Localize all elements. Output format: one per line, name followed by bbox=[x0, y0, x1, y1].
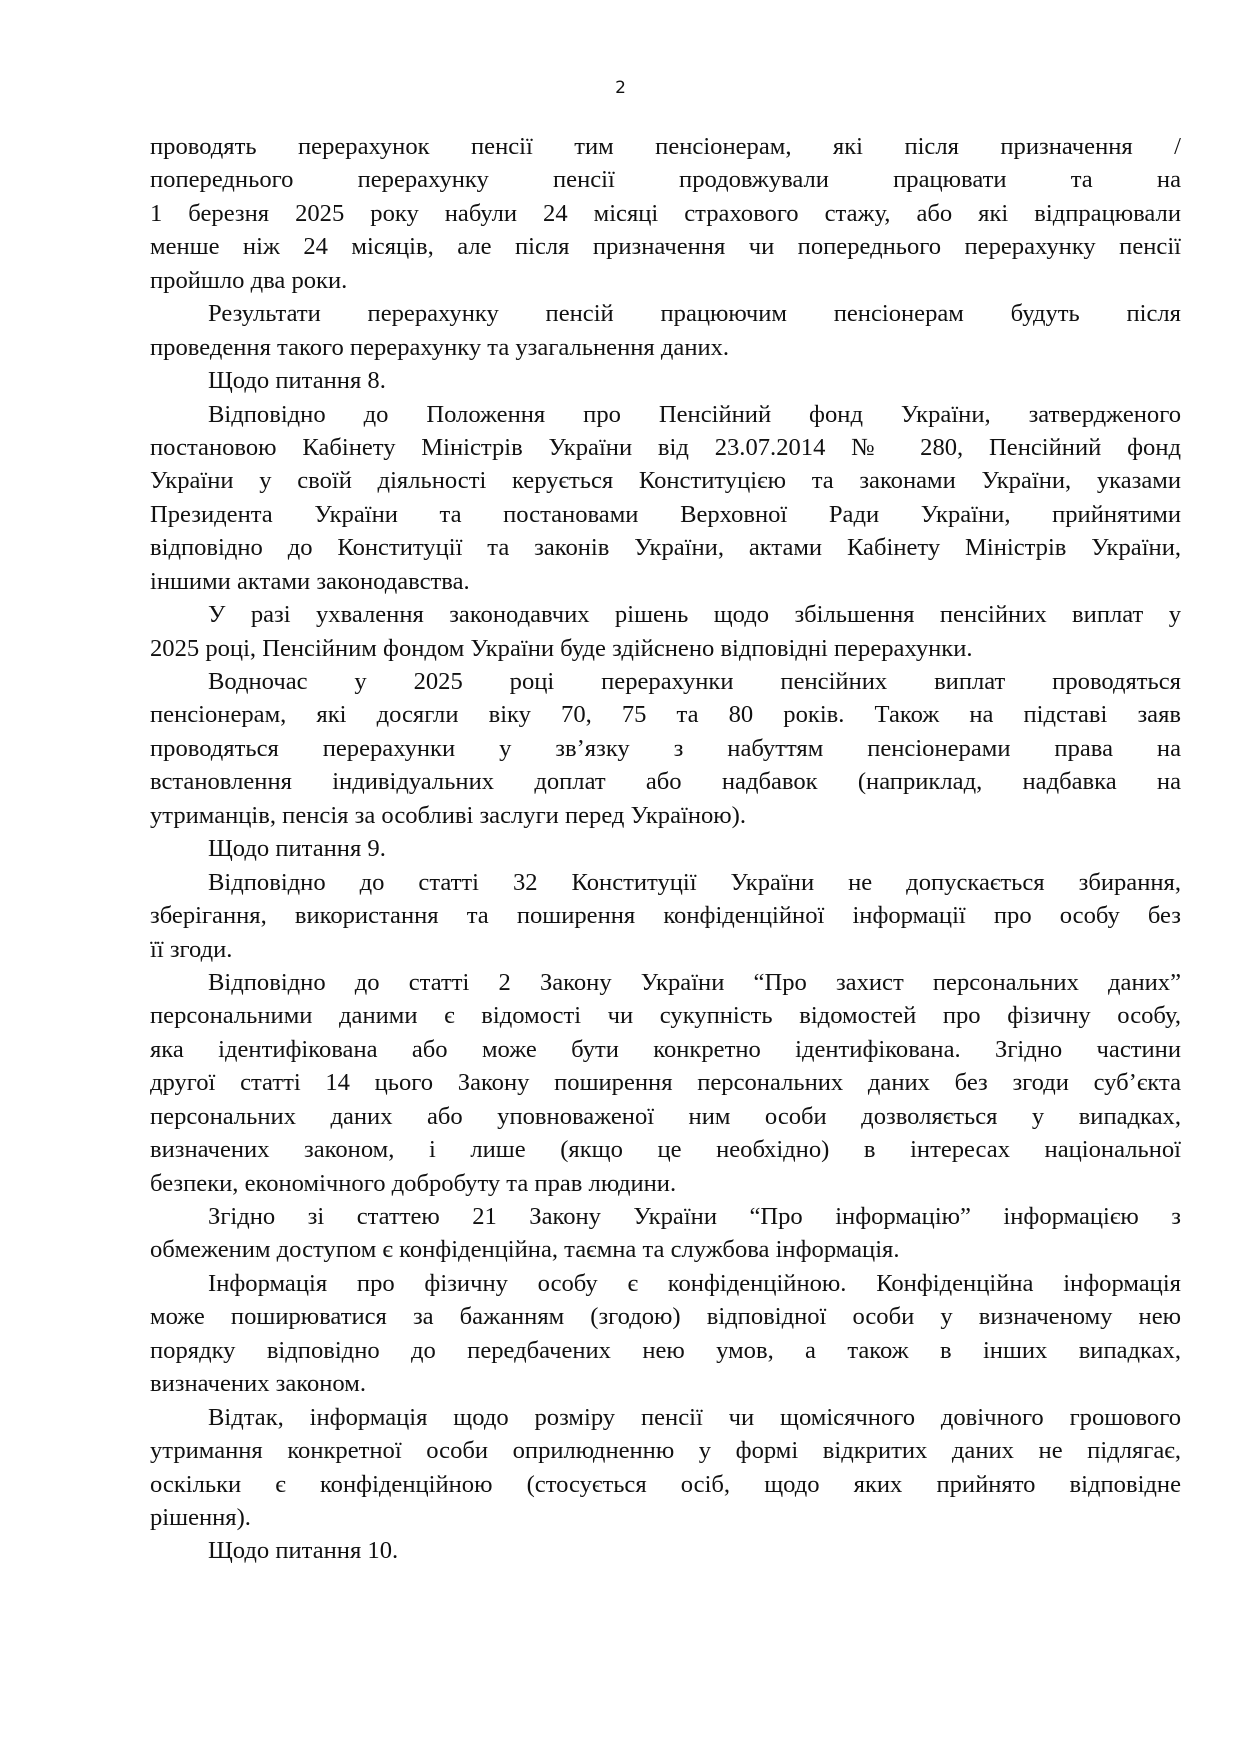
text-line: проведення такого перерахунку та узагальнення даних. bbox=[150, 333, 730, 361]
text-line: постановою Кабінету Міністрів України від 23.07.2014 № 280, Пенсійний фонд bbox=[150, 433, 1181, 461]
text-line: рішення). bbox=[150, 1503, 251, 1531]
text-line: персональними даними є відомості чи сукупність відомостей про фізичну особу, bbox=[150, 1002, 1181, 1030]
text-line: персональних даних або уповноваженої ним особи дозволяється у випадках, bbox=[150, 1102, 1181, 1130]
page-number: 2 bbox=[615, 78, 626, 98]
paragraph-first-line: Водночас у 2025 році перерахунки пенсійних виплат проводяться bbox=[208, 668, 1181, 695]
document-body bbox=[150, 130, 1181, 1568]
text-line: яка ідентифікована або може бути конкретно ідентифікована. Згідно частини bbox=[150, 1035, 1181, 1063]
text-line: 2025 році, Пенсійним фондом України буде здійснено відповідні перерахунки. bbox=[150, 634, 973, 662]
text-line: відповідно до Конституції та законів України, актами Кабінету Міністрів України, bbox=[150, 534, 1181, 562]
paragraph-first-line: Щодо питання 10. bbox=[208, 1537, 399, 1565]
text-line: Президента України та постановами Верховної Ради України, прийнятими bbox=[150, 500, 1181, 528]
text-line: попереднього перерахунку пенсії продовжували працювати та на bbox=[150, 166, 1181, 194]
text-line: встановлення індивідуальних доплат або надбавок (наприклад, надбавка на bbox=[150, 768, 1181, 796]
paragraph-first-line: Згідно зі статтею 21 Закону України “Про інформацію” інформацією з bbox=[208, 1203, 1181, 1230]
text-line: утриманців, пенсія за особливі заслуги перед Україною). bbox=[150, 801, 747, 829]
text-line: визначених законом, і лише (якщо це необхідно) в інтересах національної bbox=[150, 1136, 1181, 1164]
text-line: 1 березня 2025 року набули 24 місяці страхового стажу, або які відпрацювали bbox=[150, 199, 1181, 227]
paragraph-first-line: Результати перерахунку пенсій працюючим пенсіонерам будуть після bbox=[208, 300, 1181, 328]
paragraph-first-line: Щодо питання 8. bbox=[208, 367, 386, 395]
text-line: України у своїй діяльності керується Конституцією та законами України, указами bbox=[150, 467, 1181, 495]
paragraph-first-line: У разі ухвалення законодавчих рішень щодо збільшення пенсійних виплат у bbox=[208, 601, 1181, 629]
text-line: порядку відповідно до передбачених нею умов, а також в інших випадках, bbox=[150, 1336, 1181, 1364]
text-line: другої статті 14 цього Закону поширення персональних даних без згоди суб’єкта bbox=[150, 1069, 1181, 1097]
text-line: зберігання, використання та поширення конфіденційної інформації про особу без bbox=[150, 902, 1181, 930]
text-line: обмеженим доступом є конфіденційна, таємна та службова інформація. bbox=[150, 1236, 900, 1264]
paragraph-first-line: Відповідно до Положення про Пенсійний фонд України, затвердженого bbox=[208, 400, 1181, 428]
paragraph-first-line: Відтак, інформація щодо розміру пенсії чи щомісячного довічного грошового bbox=[208, 1403, 1181, 1431]
paragraph-first-line: Щодо питання 9. bbox=[208, 835, 386, 863]
paragraph-first-line: Інформація про фізичну особу є конфіденційною. Конфіденційна інформація bbox=[208, 1269, 1181, 1297]
text-line: її згоди. bbox=[150, 935, 233, 963]
text-line: безпеки, економічного добробуту та прав людини. bbox=[150, 1169, 677, 1197]
text-line: менше ніж 24 місяців, але після призначення чи попереднього перерахунку пенсії bbox=[150, 233, 1181, 261]
text-line: проводять перерахунок пенсії тим пенсіонерам, які після призначення / bbox=[150, 133, 1181, 160]
paragraph-first-line: Відповідно до статті 2 Закону України “Про захист персональних даних” bbox=[208, 968, 1181, 996]
text-line: проводяться перерахунки у зв’язку з набуттям пенсіонерами права на bbox=[150, 734, 1181, 762]
text-line: визначених законом. bbox=[150, 1370, 366, 1398]
text-line: оскільки є конфіденційною (стосується осіб, щодо яких прийнято відповідне bbox=[150, 1470, 1181, 1498]
text-line: утримання конкретної особи оприлюдненню у формі відкритих даних не підлягає, bbox=[150, 1437, 1181, 1465]
text-line: може поширюватися за бажанням (згодою) відповідної особи у визначеному нею bbox=[150, 1303, 1181, 1331]
text-line: пройшло два роки. bbox=[150, 266, 348, 294]
text-line: пенсіонерам, які досягли віку 70, 75 та 80 років. Також на підставі заяв bbox=[150, 701, 1181, 729]
paragraph-first-line: Відповідно до статті 32 Конституції України не допускається збирання, bbox=[208, 868, 1181, 896]
text-line: іншими актами законодавства. bbox=[150, 567, 470, 595]
